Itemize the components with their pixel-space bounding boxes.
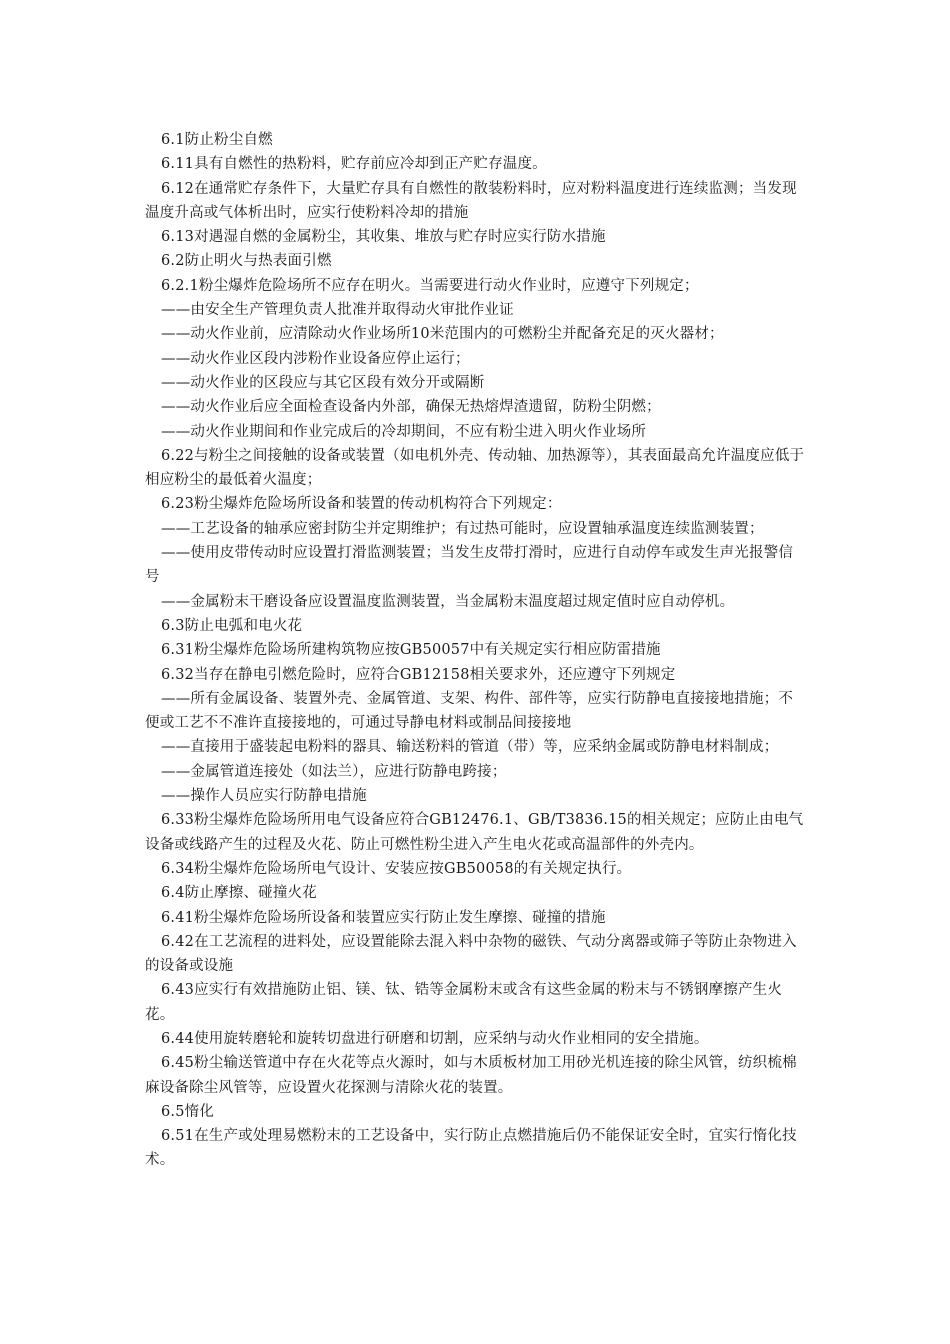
paragraph: 6.22与粉尘之间接触的设备或装置（如电机外壳、传动轴、加热源等），其表面最高允许温度应低于相应粉尘的最低着火温度；	[145, 447, 805, 489]
list-item: ——动火作业后应全面检查设备内外部，确保无热熔焊渣遗留，防粉尘阴燃；	[161, 399, 661, 416]
paragraph: 6.51在生产或处理易燃粉末的工艺设备中，实行防止点燃措施后仍不能保证安全时，宜实行惰化技术。	[145, 1128, 797, 1169]
paragraph: 6.2.1粉尘爆炸危险场所不应存在明火。当需要进行动火作业时，应遵守下列规定；	[161, 277, 699, 294]
paragraph: 6.23粉尘爆炸危险场所设备和装置的传动机构符合下列规定：	[161, 496, 562, 513]
paragraph: 6.41粉尘爆炸危险场所设备和装置应实行防止发生摩擦、碰撞的措施	[161, 909, 606, 926]
list-item: ——所有金属设备、装置外壳、金属管道、支架、构件、部件等，应实行防静电直接接地措施；不便或工艺不不准许直接接地的，可通过导静电材料或制品间接接地	[145, 690, 794, 732]
section-heading: 6.5惰化	[161, 1103, 215, 1120]
paragraph: 6.12在通常贮存条件下，大量贮存具有自燃性的散装粉料时，应对粉料温度进行连续监测；当发现温度升高或气体析出时，应实行使粉料冷却的措施	[145, 180, 797, 221]
list-item: ——操作人员应实行防静电措施	[161, 788, 367, 805]
section-heading: 6.2防止明火与热表面引燃	[161, 253, 332, 270]
section-heading: 6.3防止电弧和电火花	[161, 617, 303, 634]
paragraph: 6.43应实行有效措施防止铝、镁、钛、锆等金属粉末或含有这些金属的粉末与不锈钢摩擦产生火花。	[145, 982, 783, 1023]
paragraph: 6.42在工艺流程的进料处，应设置能除去混入料中杂物的磁铁、气动分离器或筛子等防止杂物进入的设备或设施	[145, 933, 797, 975]
paragraph: 6.45粉尘输送管道中存在火花等点火源时，如与木质板材加工用砂光机连接的除尘风管，纺织梳棉麻设备除尘风管等，应设置火花探测与清除火花的装置。	[145, 1055, 797, 1096]
paragraph: 6.13对遇湿自燃的金属粉尘，其收集、堆放与贮存时应实行防水措施	[161, 229, 606, 246]
paragraph: 6.11具有自燃性的热粉料，贮存前应冷却到正产贮存温度。	[161, 156, 547, 173]
paragraph: 6.34粉尘爆炸危险场所电气设计、安装应按GB50058的有关规定执行。	[161, 860, 632, 877]
list-item: ——金属粉末干磨设备应设置温度监测装置，当金属粉末温度超过规定值时应自动停机。	[161, 593, 735, 610]
list-item: ——直接用于盛装起电粉料的器具、输送粉料的管道（带）等，应采纳金属或防静电材料制成；	[161, 739, 779, 756]
section-heading: 6.4防止摩擦、碰撞火花	[161, 885, 317, 902]
list-item: ——动火作业期间和作业完成后的冷却期间，不应有粉尘进入明火作业场所	[161, 423, 647, 440]
document-body	[145, 128, 805, 1173]
paragraph: 6.33粉尘爆炸危险场所用电气设备应符合GB12476.1、GB/T3836.15的相关规定；应防止由电气设备或线路产生的过程及火花、防止可燃性粉尘进入产生电火花或高温部件的外壳内。	[145, 812, 804, 853]
list-item: ——动火作业前，应清除动火作业场所10米范围内的可燃粉尘并配备充足的灭火器材；	[161, 326, 724, 343]
paragraph: 6.32当存在静电引燃危险时，应符合GB12158相关要求外，还应遵守下列规定	[161, 666, 676, 683]
section-heading: 6.1防止粉尘自燃	[161, 132, 273, 148]
list-item: ——使用皮带传动时应设置打滑监测装置；当发生皮带打滑时，应进行自动停车或发生声光报警信号	[145, 545, 794, 586]
paragraph: 6.44使用旋转磨轮和旋转切盘进行研磨和切割，应采纳与动火作业相同的安全措施。	[161, 1030, 709, 1047]
list-item: ——由安全生产管理负责人批准并取得动火审批作业证	[161, 302, 514, 319]
list-item: ——金属管道连接处（如法兰），应进行防静电跨接；	[161, 763, 507, 780]
list-item: ——动火作业的区段应与其它区段有效分开或隔断	[161, 374, 485, 391]
list-item: ——工艺设备的轴承应密封防尘并定期维护；有过热可能时，应设置轴承温度连续监测装置；	[161, 520, 764, 537]
list-item: ——动火作业区段内涉粉作业设备应停止运行；	[161, 350, 470, 367]
paragraph: 6.31粉尘爆炸危险场所建构筑物应按GB50057中有关规定实行相应防雷措施	[161, 642, 661, 659]
